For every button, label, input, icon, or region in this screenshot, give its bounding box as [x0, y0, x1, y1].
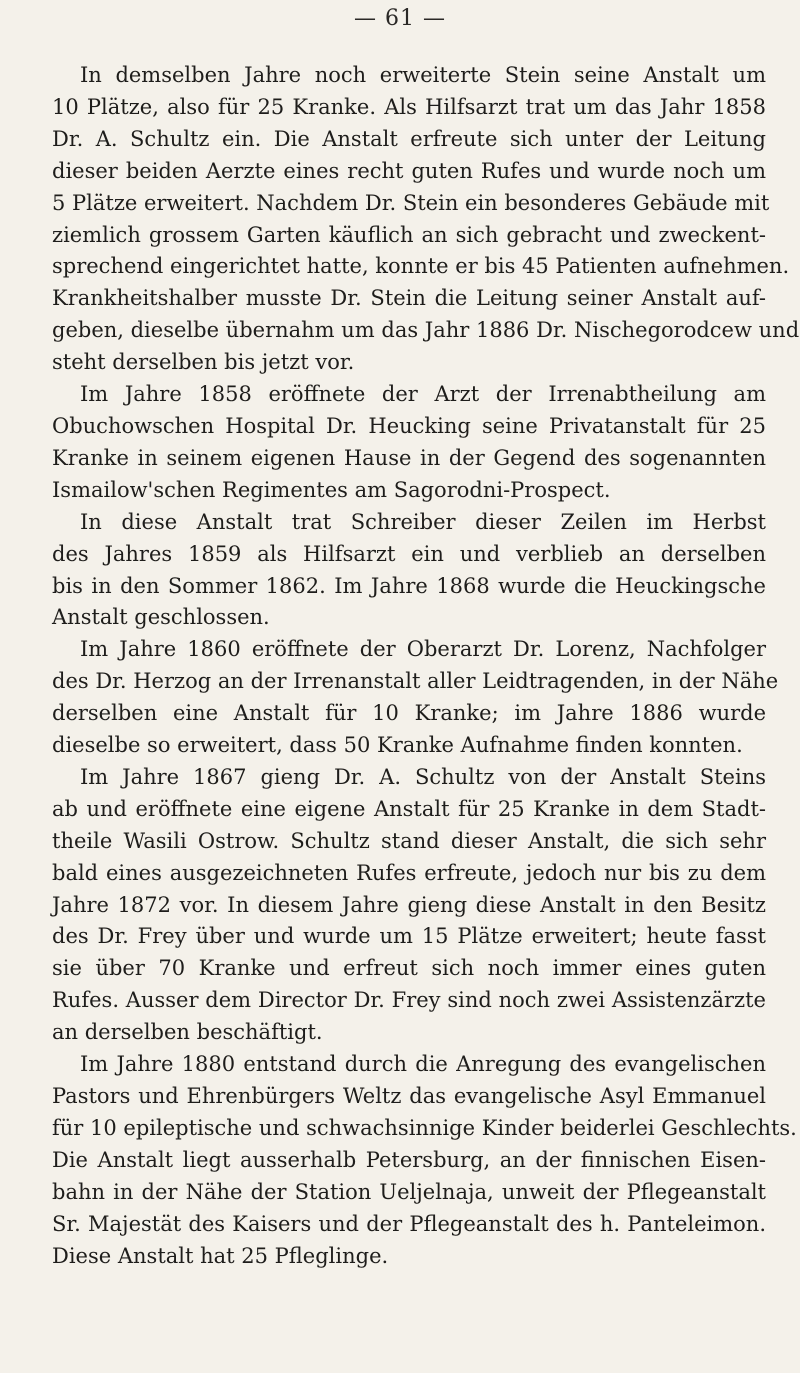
text-line: Im Jahre 1867 gieng Dr. A. Schultz von der Anstalt Steins — [80, 764, 766, 789]
text-line: Die Anstalt liegt ausserhalb Petersburg, an der finnischen Eisen- — [52, 1147, 766, 1172]
text-line: 10 Plätze, also für 25 Kranke. Als Hilfsarzt trat um das Jahr 1858 — [52, 94, 766, 119]
text-line: bahn in der Nähe der Station Ueljelnaja, unweit der Pflegeanstalt — [52, 1179, 766, 1204]
text-line: Anstalt geschlossen. — [52, 605, 270, 630]
text-line: geben, dieselbe übernahm um das Jahr 1886 Dr. Nischegorodcew und — [52, 318, 800, 343]
text-line: dieser beiden Aerzte eines recht guten Rufes und wurde noch um — [52, 158, 766, 183]
text-line: ziemlich grossem Garten käuflich an sich gebracht und zweckent- — [52, 222, 766, 247]
text-line: für 10 epileptische und schwachsinnige Kinder beiderlei Geschlechts. — [52, 1115, 797, 1140]
text-line: des Dr. Herzog an der Irrenanstalt aller Leidtragenden, in der Nähe — [52, 669, 779, 694]
text-line: Pastors und Ehrenbürgers Weltz das evangelische Asyl Emmanuel — [52, 1084, 766, 1108]
text-line: Im Jahre 1858 eröffnete der Arzt der Irrenabtheilung am — [80, 382, 766, 407]
text-line: Dr. A. Schultz ein. Die Anstalt erfreute sich unter der Leitung — [52, 126, 766, 151]
text-line: 5 Plätze erweitert. Nachdem Dr. Stein ein besonderes Gebäude mit — [52, 190, 770, 215]
text-line: Jahre 1872 vor. In diesem Jahre gieng diese Anstalt in den Besitz — [52, 892, 766, 917]
text-line: In demselben Jahre noch erweiterte Stein seine Anstalt um — [80, 63, 766, 87]
text-line: Rufes. Ausser dem Director Dr. Frey sind noch zwei Assistenzärzte — [52, 988, 766, 1013]
text-line: des Jahres 1859 als Hilfsarzt ein und verblieb an derselben — [52, 541, 766, 566]
text-line: Im Jahre 1860 eröffnete der Oberarzt Dr. Lorenz, Nachfolger — [80, 637, 766, 662]
text-line: Obuchowschen Hospital Dr. Heucking seine Privatanstalt für 25 — [52, 413, 766, 438]
text-line: theile Wasili Ostrow. Schultz stand dieser Anstalt, die sich sehr — [52, 828, 766, 853]
text-line: Kranke in seinem eigenen Hause in der Gegend des sogenannten — [52, 445, 766, 470]
text-line: In diese Anstalt trat Schreiber dieser Zeilen im Herbst — [80, 509, 766, 534]
paragraph — [52, 762, 766, 1049]
paragraph — [52, 634, 779, 762]
text-line: sie über 70 Kranke und erfreut sich noch immer eines guten — [52, 956, 766, 981]
body-text — [52, 60, 800, 1272]
text-line: Ismailow'schen Regimentes am Sagorodni-Prospect. — [52, 477, 611, 502]
text-line: Diese Anstalt hat 25 Pfleglinge. — [52, 1243, 389, 1268]
page-number: — 61 — — [354, 6, 446, 31]
text-line: an derselben beschäftigt. — [52, 1020, 323, 1045]
text-line: derselben eine Anstalt für 10 Kranke; im Jahre 1886 wurde — [52, 701, 766, 726]
text-line: bald eines ausgezeichneten Rufes erfreute, jedoch nur bis zu dem — [52, 860, 766, 885]
paragraph — [52, 507, 766, 635]
text-line: dieselbe so erweitert, dass 50 Kranke Aufnahme finden konnten. — [52, 733, 743, 758]
paragraph — [52, 60, 800, 379]
text-line: Krankheitshalber musste Dr. Stein die Leitung seiner Anstalt auf- — [52, 286, 766, 311]
text-line: des Dr. Frey über und wurde um 15 Plätze erweitert; heute fasst — [52, 924, 766, 949]
text-line: steht derselben bis jetzt vor. — [52, 350, 355, 375]
text-line: ab und eröffnete eine eigene Anstalt für 25 Kranke in dem Stadt- — [52, 796, 766, 821]
text-line: Im Jahre 1880 entstand durch die Anregung des evangelischen — [80, 1052, 766, 1077]
text-line: sprechend eingerichtet hatte, konnte er bis 45 Patienten aufnehmen. — [52, 254, 790, 279]
text-line: bis in den Sommer 1862. Im Jahre 1868 wurde die Heuckingsche — [52, 573, 766, 598]
text-line: Sr. Majestät des Kaisers und der Pflegeanstalt des h. Panteleimon. — [52, 1211, 766, 1236]
paragraph — [52, 379, 766, 507]
paragraph — [52, 1049, 797, 1272]
